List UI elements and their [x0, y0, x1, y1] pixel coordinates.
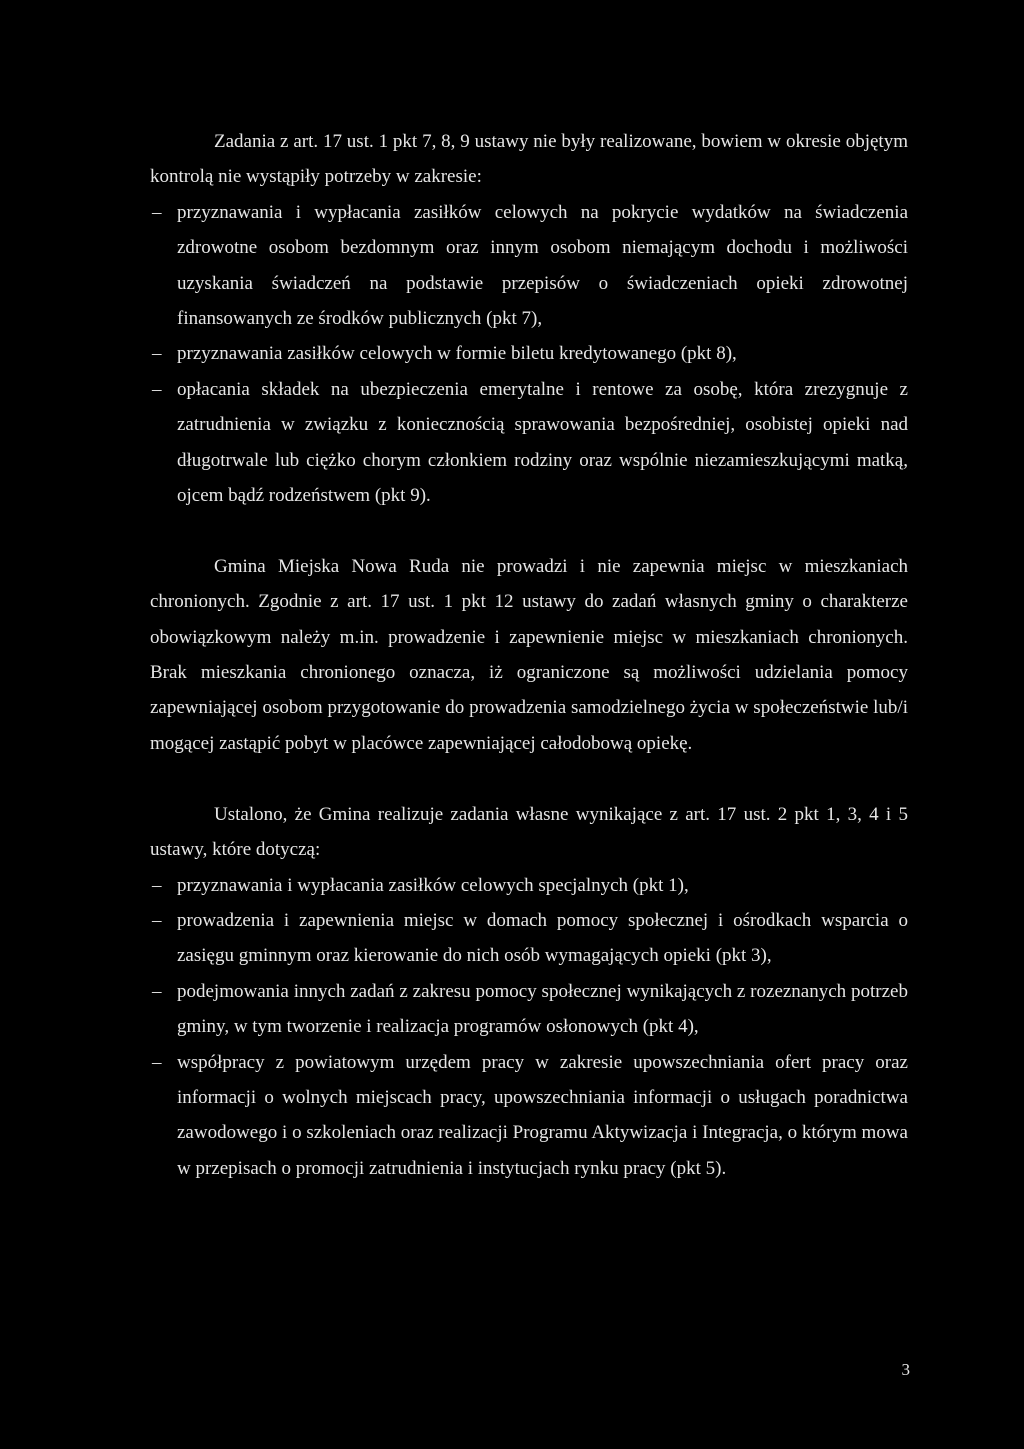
list-item: [150, 372, 908, 514]
list-dash: –: [152, 909, 162, 931]
list-item: [150, 868, 908, 903]
section3-list: [150, 868, 908, 1187]
list-item: [150, 336, 908, 371]
list-item: [150, 195, 908, 337]
list-dash: –: [152, 874, 162, 896]
list-item-text: współpracy z powiatowym urzędem pracy w zakresie upowszechniania ofert pracy oraz informacji o wolnych miejscach pracy, upowszechniania informacji o usługach poradnictwa zawodowego i o szkoleniach oraz realizacji Programu Aktywizacja i Integracja, o którym mowa w przepisach o promocji zatrudnienia i instytucjach rynku pracy (pkt 5).: [177, 1051, 908, 1179]
list-item: [150, 903, 908, 974]
page-number: 3: [901, 1360, 910, 1379]
list-item-text: przyznawania i wypłacania zasiłków celowych specjalnych (pkt 1),: [177, 874, 689, 896]
list-item: [150, 1045, 908, 1187]
list-item-text: prowadzenia i zapewnienia miejsc w domach pomocy społecznej i ośrodkach wsparcia o zasięgu gminnym oraz kierowanie do nich osób wymagających opieki (pkt 3),: [177, 909, 908, 967]
section1-intro: Zadania z art. 17 ust. 1 pkt 7, 8, 9 ustawy nie były realizowane, bowiem w okresie objętym kontrolą nie wystąpiły potrzeby w zakresie:: [150, 131, 908, 188]
list-dash: –: [152, 980, 162, 1002]
list-dash: –: [152, 201, 162, 223]
list-item-text: przyznawania i wypłacania zasiłków celowych na pokrycie wydatków na świadczenia zdrowotne osobom bezdomnym oraz innym osobom niemającym dochodu i możliwości uzyskania świadczeń na podstawie przepisów o świadczeniach opieki zdrowotnej finansowanych ze środków publicznych (pkt 7),: [177, 201, 908, 330]
list-item: [150, 974, 908, 1045]
list-item-text: podejmowania innych zadań z zakresu pomocy społecznej wynikających z rozeznanych potrzeb gminy, w tym tworzenie i realizacja programów osłonowych (pkt 4),: [177, 980, 908, 1038]
section2-paragraph: Gmina Miejska Nowa Ruda nie prowadzi i nie zapewnia miejsc w mieszkaniach chronionych. Zgodnie z art. 17 ust. 1 pkt 12 ustawy do zadań własnych gminy o charakterze obowiązkowym należy m.in. prowadzenie i zapewnienie miejsc w mieszkaniach chronionych. Brak mieszkania chronionego oznacza, iż ograniczone są możliwości udzielania pomocy zapewniającej osobom przygotowanie do prowadzenia samodzielnego życia w społeczeństwie lub/i mogącej zastąpić pobyt w placówce zapewniającej całodobową opiekę.: [150, 555, 908, 754]
list-dash: –: [152, 343, 162, 365]
list-item-text: opłacania składek na ubezpieczenia emerytalne i rentowe za osobę, która zrezygnuje z zatrudnienia w związku z koniecznością sprawowania bezpośredniej, osobistej opieki nad długotrwale lub ciężko chorym członkiem rodziny oraz wspólnie niezamieszkującymi matką, ojcem bądź rodzeństwem (pkt 9).: [177, 378, 908, 507]
section3-intro: Ustalono, że Gmina realizuje zadania własne wynikające z art. 17 ust. 2 pkt 1, 3, 4 i 5 ustawy, które dotyczą:: [150, 803, 908, 861]
list-dash: –: [152, 1051, 162, 1073]
list-dash: –: [152, 378, 162, 400]
list-item-text: przyznawania zasiłków celowych w formie biletu kredytowanego (pkt 8),: [177, 343, 737, 365]
section1-list: [150, 195, 908, 514]
document-page: [150, 124, 908, 1186]
